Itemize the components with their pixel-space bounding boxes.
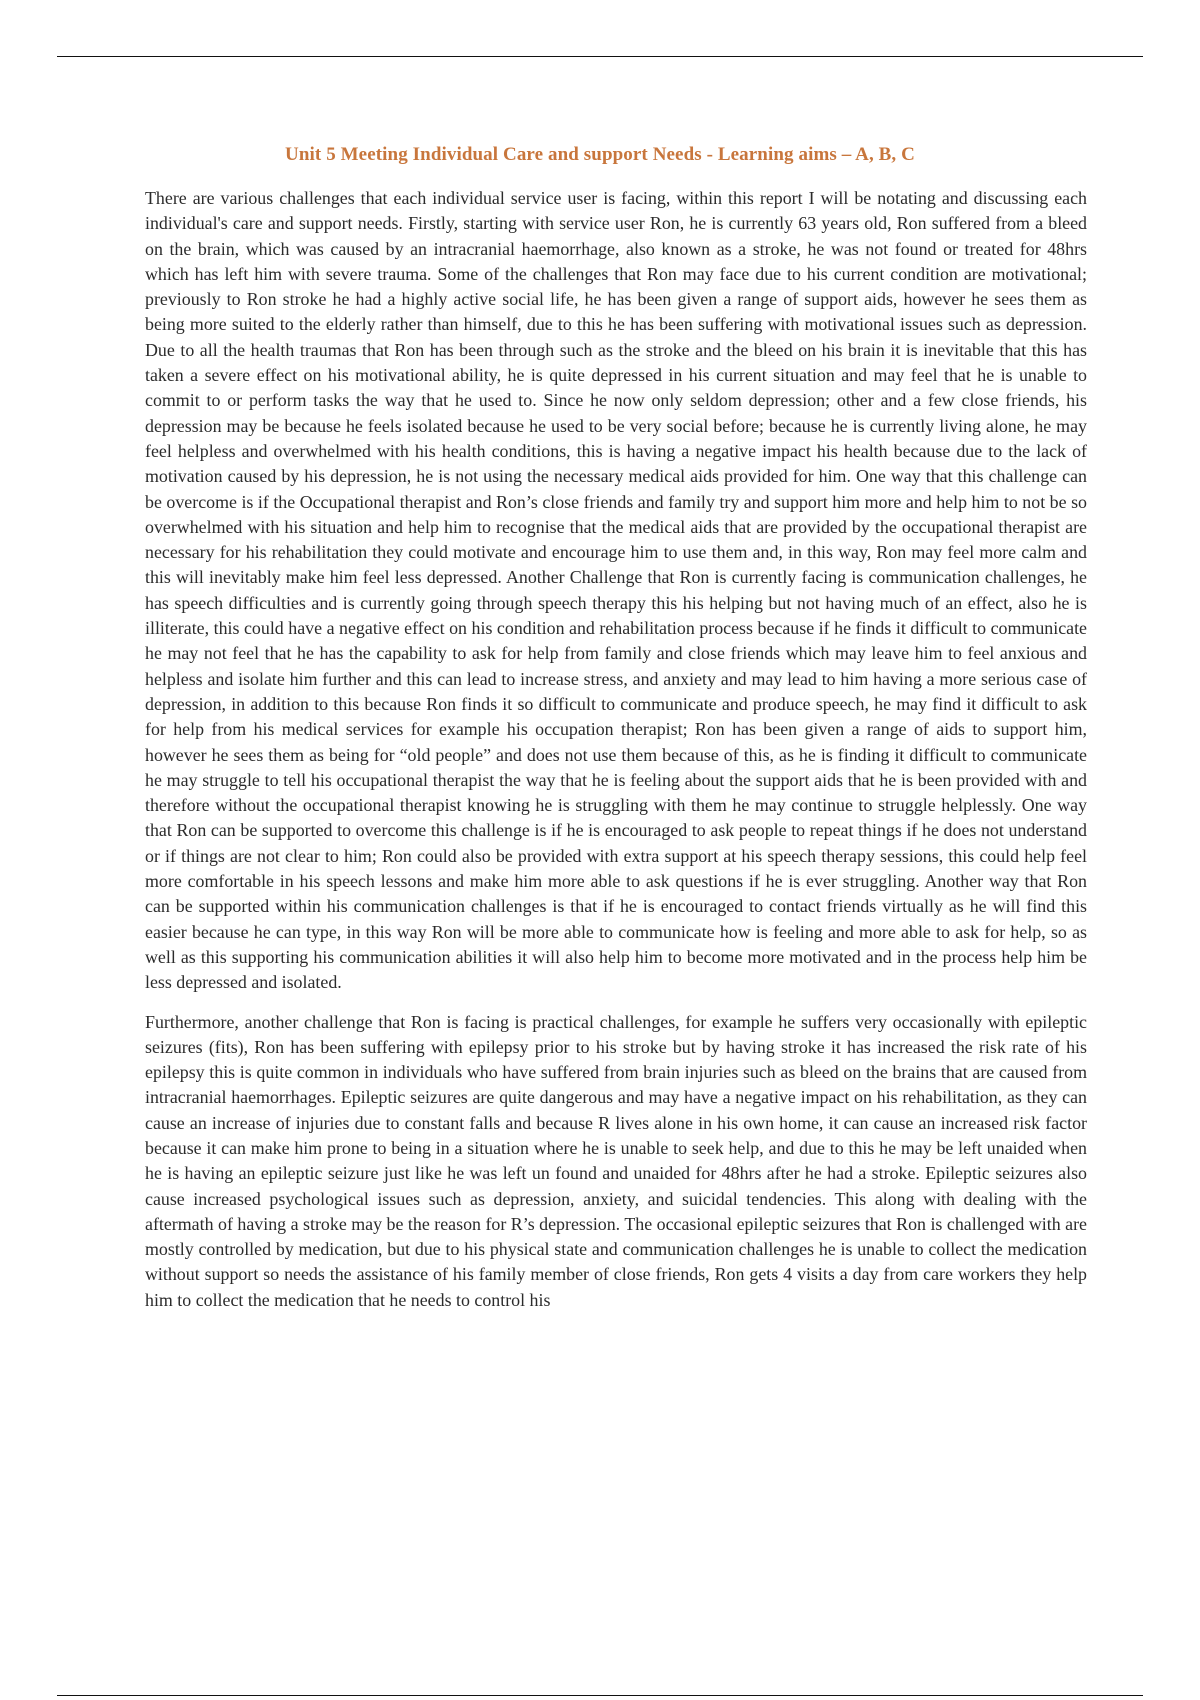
header-rule	[57, 56, 1143, 57]
body-paragraph-1: There are various challenges that each individual service user is facing, within this report I will be notating and discussing each individual's care and support needs. Firstly, starting with service user Ron, he is currently 63 years old, Ron suffered from a bleed on the brain, which was caused by an intracranial haemorrhage, also known as a stroke, he was not found or treated for 48hrs which has left him with severe trauma. Some of the challenges that Ron may face due to his current condition are motivational; previously to Ron stroke he had a highly active social life, he has been given a range of support aids, however he sees them as being more suited to the elderly rather than himself, due to this he has been suffering with motivational issues such as depression. Due to all the health traumas that Ron has been through such as the stroke and the bleed on his brain it is inevitable that this has taken a severe effect on his motivational ability, he is quite depressed in his current situation and may feel that he is unable to commit to or perform tasks the way that he used to. Since he now only seldom depression; other and a few close friends, his depression may be because he feels isolated because he used to be very social before; because he is currently living alone, he may feel helpless and overwhelmed with his health conditions, this is having a negative impact his health because due to the lack of motivation caused by his depression, he is not using the necessary medical aids provided for him. One way that this challenge can be overcome is if the Occupational therapist and Ron’s close friends and family try and support him more and help him to not be so overwhelmed with his situation and help him to recognise that the medical aids that are provided by the occupational therapist are necessary for his rehabilitation they could motivate and encourage him to use them and, in this way, Ron may feel more calm and this will inevitably make him feel less depressed. Another Challenge that Ron is currently facing is communication challenges, he has speech difficulties and is currently going through speech therapy this his helping but not having much of an effect, also he is illiterate, this could have a negative effect on his condition and rehabilitation process because if he finds it difficult to communicate he may not feel that he has the capability to ask for help from family and close friends which may leave him to feel anxious and helpless and isolate him further and this can lead to increase stress, and anxiety and may lead to him having a more serious case of depression, in addition to this because Ron finds it so difficult to communicate and produce speech, he may find it difficult to ask for help from his medical services for example his occupation therapist; Ron has been given a range of aids to support him, however he sees them as being for “old people” and does not use them because of this, as he is finding it difficult to communicate he may struggle to tell his occupational therapist the way that he is feeling about the support aids that he is been provided with and therefore without the occupational therapist knowing he is struggling with them he may continue to struggle helplessly. One way that Ron can be supported to overcome this challenge is if he is encouraged to ask people to repeat things if he does not understand or if things are not clear to him; Ron could also be provided with extra support at his speech therapy sessions, this could help feel more comfortable in his speech lessons and make him more able to ask questions if he is ever struggling. Another way that Ron can be supported within his communication challenges is that if he is encouraged to contact friends virtually as he will find this easier because he can type, in this way Ron will be more able to communicate how is feeling and more able to ask for help, so as well as this supporting his communication abilities it will also help him to become more motivated and in the process help him be less depressed and isolated.	[145, 188, 1087, 993]
footer-rule	[57, 1695, 1143, 1696]
body-paragraph-2: Furthermore, another challenge that Ron is facing is practical challenges, for example he suffers very occasionally with epileptic seizures (fits), Ron has been suffering with epilepsy prior to his stroke but by having stroke it has increased the risk rate of his epilepsy this is quite common in individuals who have suffered from brain injuries such as bleed on the brains that are caused from intracranial haemorrhages. Epileptic seizures are quite dangerous and may have a negative impact on his rehabilitation, as they can cause an increase of injuries due to constant falls and because R lives alone in his own home, it can cause an increased risk factor because it can make him prone to being in a situation where he is unable to seek help, and due to this he may be left unaided when he is having an epileptic seizure just like he was left un found and unaided for 48hrs after he had a stroke. Epileptic seizures also cause increased psychological issues such as depression, anxiety, and suicidal tendencies. This along with dealing with the aftermath of having a stroke may be the reason for R’s depression. The occasional epileptic seizures that Ron is challenged with are mostly controlled by medication, but due to his physical state and communication challenges he is unable to collect the medication without support so needs the assistance of his family member of close friends, Ron gets 4 visits a day from care workers they help him to collect the medication that he needs to control his	[145, 1011, 1087, 1310]
document-title: Unit 5 Meeting Individual Care and support Needs - Learning aims – A, B, C	[285, 144, 915, 165]
document-body	[145, 186, 1087, 1313]
